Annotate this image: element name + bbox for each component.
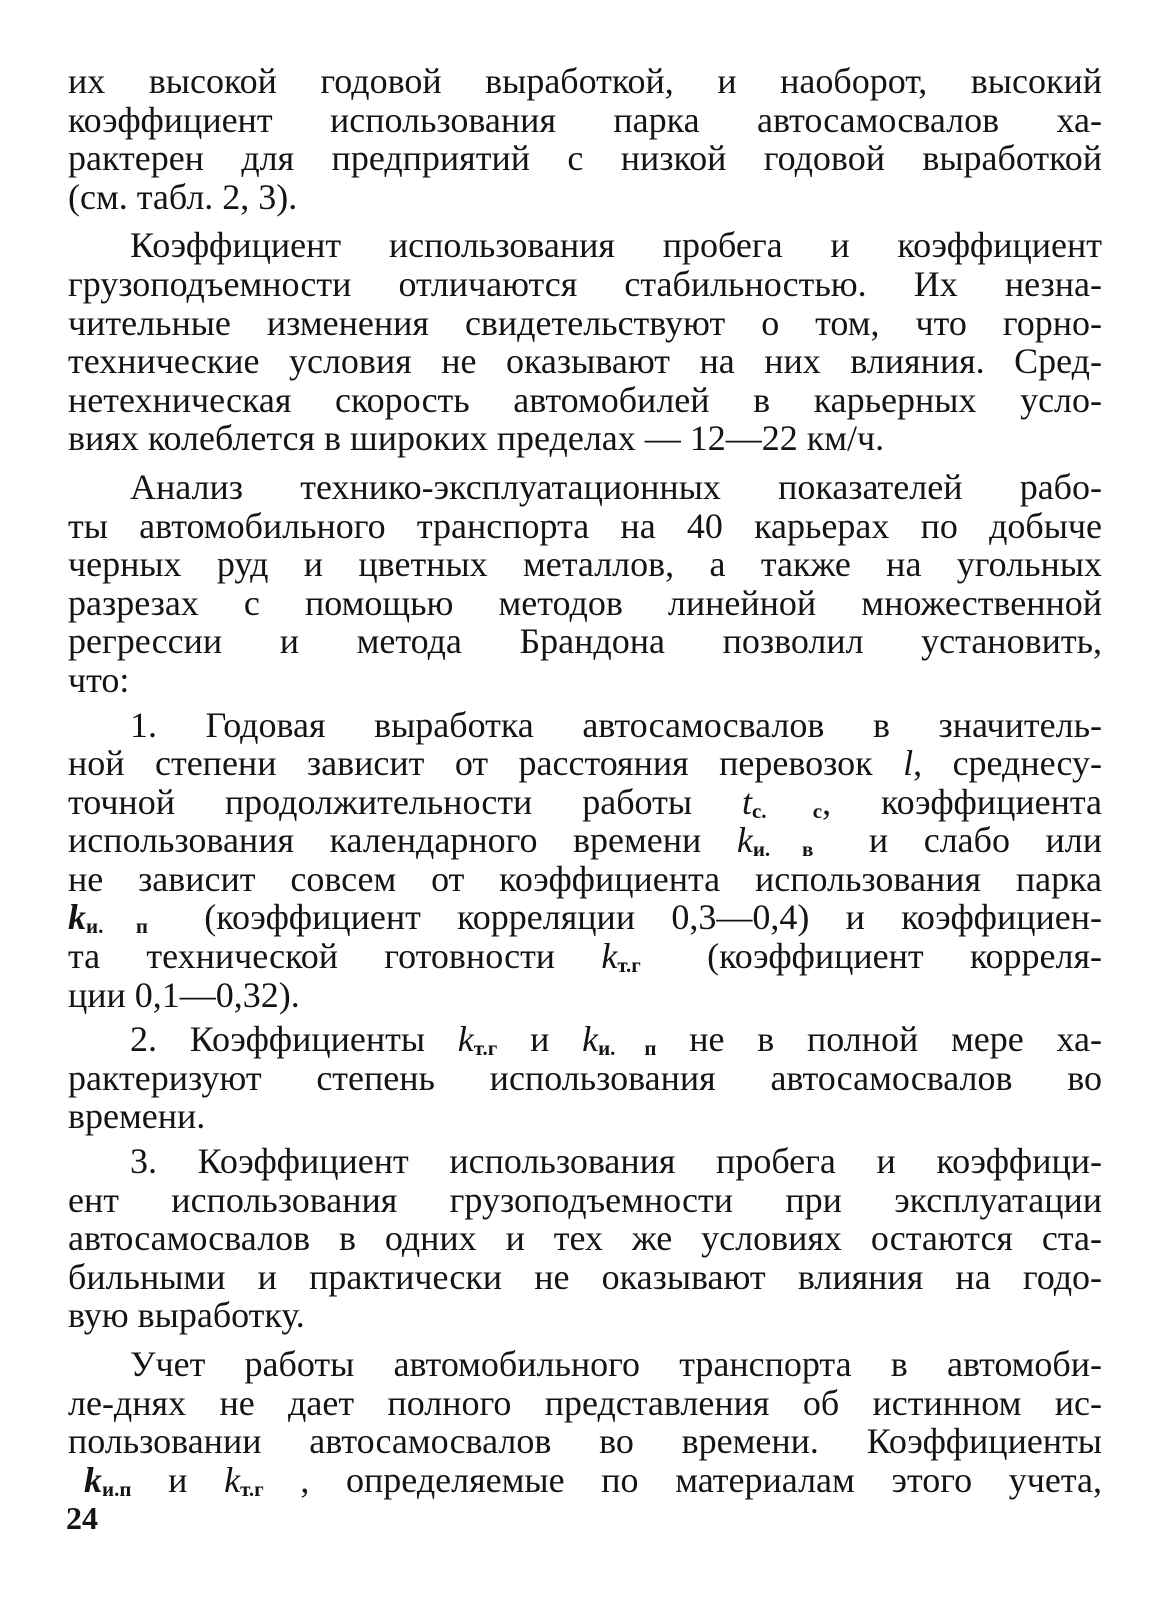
text-line: ент использования грузоподъемности при эксплуатации: [68, 1179, 1102, 1220]
text-line: вую выработку.: [68, 1295, 305, 1336]
symbol-k: k: [224, 1459, 241, 1500]
subscript: и. п: [86, 914, 148, 939]
text-fragment: та технической готовности: [68, 936, 556, 977]
page-body: [68, 62, 1102, 1499]
text-fragment: и: [168, 1459, 188, 1500]
text-line: [68, 937, 1102, 976]
text-line: рактерен для предприятий с низкой годовой выработкой: [68, 138, 1102, 179]
text-line: [68, 744, 1102, 783]
text-fragment: и слабо или: [868, 820, 1103, 861]
text-line: бильными и практически не оказывают влияния на годо-: [68, 1256, 1102, 1297]
text-line: виях колеблется в широких пределах — 12—22 км/ч.: [68, 418, 885, 459]
list-item-2: [68, 1020, 1102, 1136]
text-fragment: ной степени зависит от расстояния перевозок: [68, 743, 873, 784]
subscript: и. в: [752, 837, 814, 862]
text-line: Учет работы автомобильного транспорта в автомоби-: [130, 1344, 1102, 1384]
symbol-k: k: [736, 820, 753, 861]
text-fragment: , определяемые по материалам этого учета,: [300, 1459, 1103, 1500]
subscript: т.г: [473, 1036, 498, 1061]
text-line: разрезах с помощью методов линейной множественной: [68, 582, 1102, 623]
symbol-t: t: [741, 781, 752, 822]
symbol-k: k: [68, 897, 86, 938]
text-fragment: не в полной мере ха-: [689, 1019, 1103, 1060]
subscript: и. п: [598, 1036, 657, 1061]
text-line: ле-днях не дает полного представления об истинном ис-: [68, 1382, 1102, 1423]
subscript: и.п: [102, 1476, 132, 1501]
symbol-k: k: [582, 1019, 599, 1060]
symbol-l: l: [903, 743, 914, 784]
text-line: времени.: [68, 1096, 206, 1137]
text-line: регрессии и метода Брандона позволил установить,: [68, 621, 1102, 662]
text-line: не зависит совсем от коэффициента использования парка: [68, 858, 1102, 899]
text-line: автосамосвалов в одних и тех же условиях остаются ста-: [68, 1218, 1102, 1259]
text-line: Коэффициент использования пробега и коэффициент: [130, 225, 1102, 266]
subscript: т.г: [240, 1476, 264, 1501]
paragraph-1: [68, 62, 1102, 216]
text-fragment: , коэффициента: [822, 781, 1102, 822]
symbol-k: k: [457, 1019, 474, 1060]
symbol-k: k: [601, 936, 618, 977]
text-line: технические условия не оказывают на них влияния. Сред-: [68, 341, 1102, 382]
text-fragment: 2. Коэффициенты: [130, 1019, 426, 1060]
text-line: что:: [68, 659, 130, 700]
text-fragment: (коэффициент корреля-: [707, 936, 1103, 977]
text-line: (см. табл. 2, 3).: [68, 176, 298, 217]
text-fragment: использования календарного времени: [68, 820, 702, 861]
text-line: 1. Годовая выработка автосамосвалов в значитель-: [130, 704, 1102, 745]
text-line: [68, 898, 1102, 937]
text-line: нетехническая скорость автомобилей в карьерных усло-: [68, 379, 1102, 420]
text-line: грузоподъемности отличаются стабильностью. Их незна-: [68, 263, 1102, 304]
text-line: [68, 1461, 1102, 1500]
text-line: [68, 1020, 1102, 1059]
page-number: 24: [66, 1500, 98, 1536]
text-fragment: , среднесу-: [913, 743, 1103, 784]
text-line: их высокой годовой выработкой, и наоборот, высокий: [68, 61, 1102, 101]
text-line: 3. Коэффициент использования пробега и коэффици-: [130, 1141, 1102, 1182]
symbol-k: k: [84, 1459, 102, 1500]
paragraph-2: [68, 226, 1102, 458]
text-line: ты автомобильного транспорта на 40 карьерах по добыче: [68, 505, 1102, 546]
text-line: коэффициент использования парка автосамосвалов ха-: [68, 99, 1102, 140]
list-item-3: [68, 1142, 1102, 1335]
list-item-1: [68, 706, 1102, 1015]
text-line: чительные изменения свидетельствуют о том, что горно-: [68, 302, 1102, 343]
text-line: рактеризуют степень использования автосамосвалов во: [68, 1057, 1102, 1098]
text-fragment: и: [530, 1019, 550, 1060]
text-line: [68, 821, 1102, 860]
paragraph-3: [68, 468, 1102, 700]
paragraph-4: [68, 1345, 1102, 1499]
text-line: [68, 783, 1102, 822]
text-fragment: точной продолжительности работы: [68, 781, 693, 822]
text-line: черных руд и цветных металлов, а также на угольных: [68, 544, 1102, 585]
text-line: пользовании автосамосвалов во времени. Коэффициенты: [68, 1421, 1102, 1462]
subscript: т.г: [617, 953, 641, 978]
text-line: Анализ технико-эксплуатационных показателей рабо-: [130, 466, 1102, 507]
text-fragment: (коэффициент корреляции 0,3—0,4) и коэффициен-: [204, 897, 1103, 938]
subscript: с. с: [751, 798, 823, 823]
text-line: ции 0,1—0,32).: [68, 974, 300, 1015]
